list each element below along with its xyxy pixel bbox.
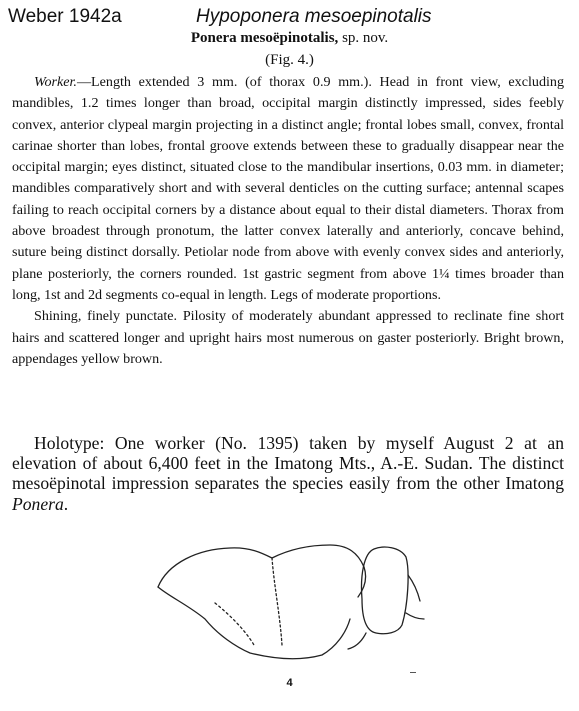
species-label: Hypoponera mesoepinotalis [196, 6, 432, 27]
stray-mark [410, 672, 416, 673]
ventral-outline [158, 587, 350, 659]
holotype-end: . [63, 493, 69, 514]
holotype-text: Holotype: One worker (No. 1395) taken by myself August 2 at an elevation of about 6,400 feet in the Imatong Mts., A.-E. Sudan. The distinct mesoëpinotal impression separates the species easily from the other Imatong [12, 433, 564, 494]
worker-paragraph [12, 72, 564, 306]
holotype-paragraph [12, 433, 564, 514]
petiole-node [362, 547, 409, 634]
species-status: sp. nov. [342, 30, 389, 46]
species-name: Ponera mesoëpinotalis, [190, 30, 339, 46]
gaster-line-lower [406, 613, 424, 619]
shining-paragraph: Shining, finely punctate. Pilosity of moderately abundant appressed to reclinate fine short hairs and scattered longer and upright hairs most numerous on gaster posteriorly. Bright brown, appendages yellow brown. [12, 308, 564, 367]
page-number: 4 [286, 677, 293, 689]
species-title [0, 30, 579, 47]
header [0, 4, 579, 28]
holotype-section [12, 433, 564, 514]
gaster-line [408, 575, 420, 601]
description [12, 72, 564, 370]
figure-reference: (Fig. 4.) [265, 52, 314, 68]
ant-profile-figure [150, 535, 430, 675]
pronotal-suture [215, 603, 254, 645]
mesoepinotal-suture [272, 558, 282, 645]
worker-text: —Length extended 3 mm. (of thorax 0.9 mm.). Head in front view, excluding mandibles, 1.2 times longer than broad, occipital margin distinctly impressed, sides feebly convex, anterior clypeal margin projecting in a distinct angle; frontal lobes small, convex, frontal carinae shorter than lobes, frontal groove extends between these to gradually disappear near the occipital margin; eyes distinct, situated close to the mandibular insertions, 0.03 mm. in diameter; mandibles comparatively short and with several denticles on the cutting surface; antennal scapes failing to reach occipital corners by a distance about equal to their distal diameters. Thorax from above broadest through pronotum, the latter convex laterally and anteriorly, concave behind, suture being distinct dorsally. Petiolar node from above with evenly convex sides and anteriorly, plane posteriorly, the corners rounded. 1st gastric segment from above 1¼ times broader than long, 1st and 2d segments co-equal in length. Legs of moderate proportions. [12, 74, 564, 303]
worker-label: Worker. [34, 74, 77, 90]
petiole-base [348, 633, 366, 649]
holotype-genus: Ponera [12, 493, 64, 514]
reference-label: Weber 1942a [8, 6, 122, 27]
thorax-outline [158, 545, 366, 597]
